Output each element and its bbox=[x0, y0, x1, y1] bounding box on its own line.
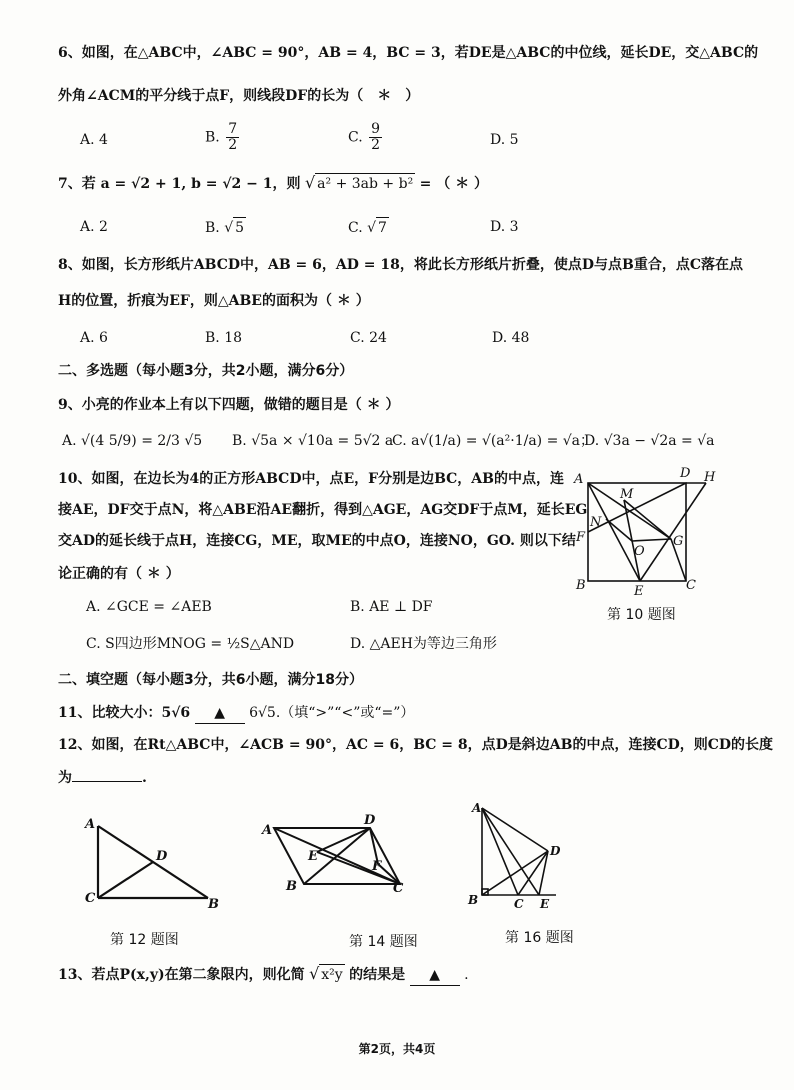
q13-stem-pre: 13、若点P(x,y)在第二象限内，则化简 bbox=[58, 967, 305, 983]
figure-q12-triangle bbox=[80, 812, 230, 912]
q10-option-b: B. AE ⊥ DF bbox=[350, 599, 433, 615]
q7-stem: 7、若 a = √2 + 1, b = √2 − 1，则 √ a² + 3ab + b² = （ ＊ ） bbox=[58, 173, 488, 192]
q6-stem-line2: 外角∠ACM的平分线于点F，则线段DF的长为（ ＊ ） bbox=[58, 88, 420, 104]
svg-text:O: O bbox=[634, 544, 645, 559]
q11-stem bbox=[58, 703, 414, 724]
q7-option-b bbox=[205, 217, 246, 238]
q9-option-b: B. √5a × √10a = 5√2 a bbox=[232, 433, 394, 449]
section-multi-choice-heading: 二、多选题（每小题3分，共2小题，满分6分） bbox=[58, 363, 354, 379]
q7-option-c-radicand: 7 bbox=[376, 217, 389, 238]
svg-text:B: B bbox=[286, 879, 297, 894]
svg-text:F: F bbox=[372, 859, 382, 874]
figure-q14-parallelogram bbox=[260, 812, 410, 902]
fraction-denominator: 2 bbox=[228, 137, 238, 153]
svg-text:B: B bbox=[576, 578, 586, 593]
svg-text:E: E bbox=[634, 584, 644, 595]
svg-text:A: A bbox=[262, 823, 273, 838]
svg-text:G: G bbox=[673, 534, 684, 549]
svg-text:M: M bbox=[620, 487, 634, 502]
q6-stem-line1: 6、如图，在△ABC中，∠ABC = 90°，AB = 4，BC = 3，若DE是△ABC的中位线，延长DE，交△ABC的 bbox=[58, 45, 759, 61]
q6-option-a: A. 4 bbox=[80, 132, 108, 148]
svg-text:D: D bbox=[364, 813, 376, 828]
section-fill-blank-heading: 二、填空题（每小题3分，共6小题，满分18分） bbox=[58, 672, 363, 688]
q13-stem: 13、若点P(x,y)在第二象限内，则化简 √ x²y 的结果是 ▲ . bbox=[58, 964, 469, 986]
svg-text:F: F bbox=[576, 530, 586, 545]
q9-option-a: A. √(4 5/9) = 2/3 √5 bbox=[62, 433, 203, 449]
svg-text:H: H bbox=[704, 470, 716, 485]
figure-q10-caption: 第 10 题图 bbox=[607, 607, 676, 623]
q12-stem-line2 bbox=[58, 768, 147, 788]
q11-stem-pre: 11、比较大小：5√6 bbox=[58, 705, 191, 721]
q9-stem: 9、小亮的作业本上有以下四题，做错的题目是（ ＊ ） bbox=[58, 397, 400, 413]
q9-option-d: D. √3a − √2a = √a bbox=[584, 433, 715, 449]
q10-stem-line4: 论正确的有（ ＊ ） bbox=[58, 566, 180, 582]
q6-option-c-label: C. bbox=[348, 129, 363, 146]
q6-option-b-label: B. bbox=[205, 129, 220, 146]
q11-stem-post: 6√5.（填“>”“<”或“=”） bbox=[249, 705, 415, 721]
q11-answer-blank: ▲ bbox=[195, 703, 245, 724]
svg-text:N: N bbox=[590, 515, 602, 530]
q7-option-c bbox=[348, 217, 389, 238]
q12-stem-pre: 为 bbox=[58, 770, 72, 786]
svg-text:A: A bbox=[574, 472, 584, 487]
svg-text:C: C bbox=[85, 891, 96, 906]
svg-text:B: B bbox=[208, 897, 219, 912]
q10-stem-line3: 交AD的延长线于点H，连接CG，ME，取ME的中点O，连接NO，GO. 则以下结 bbox=[58, 533, 576, 549]
fraction-numerator: 9 bbox=[371, 121, 381, 137]
q13-stem-mid: 的结果是 bbox=[349, 967, 406, 983]
fraction-denominator: 2 bbox=[371, 137, 381, 153]
fraction-numerator: 7 bbox=[228, 121, 238, 137]
svg-text:D: D bbox=[550, 844, 561, 858]
figure-q16-triangle bbox=[466, 800, 566, 912]
q7-option-a: A. 2 bbox=[80, 219, 108, 235]
svg-text:C: C bbox=[686, 578, 696, 593]
q8-option-c: C. 24 bbox=[350, 330, 387, 346]
svg-text:D: D bbox=[156, 849, 168, 864]
figure-q12-caption: 第 12 题图 bbox=[110, 932, 179, 948]
figure-q14-caption: 第 14 题图 bbox=[349, 934, 418, 950]
q7-option-c-label: C. √ bbox=[348, 220, 377, 236]
q8-stem-line1: 8、如图，长方形纸片ABCD中，AB = 6，AD = 18，将此长方形纸片折叠，使点D与点B重合，点C落在点 bbox=[58, 257, 743, 273]
q8-option-d: D. 48 bbox=[492, 330, 530, 346]
figure-q16-caption: 第 16 题图 bbox=[505, 930, 574, 946]
svg-text:A: A bbox=[472, 801, 482, 815]
svg-text:E: E bbox=[308, 849, 318, 864]
q8-option-a: A. 6 bbox=[80, 330, 108, 346]
q12-stem-line1: 12、如图，在Rt△ABC中，∠ACB = 90°，AC = 6，BC = 8，点D是斜边AB的中点，连接CD，则CD的长度 bbox=[58, 737, 774, 753]
q10-option-c: C. S四边形MNOG = ½S△AND bbox=[86, 636, 295, 652]
q6-option-c-fraction bbox=[369, 122, 382, 153]
svg-text:E: E bbox=[540, 897, 550, 911]
q7-stem-pre: 7、若 a = √2 + 1, b = √2 − 1，则 bbox=[58, 176, 301, 192]
q8-stem-line2: H的位置，折痕为EF，则△ABE的面积为（ ＊ ） bbox=[58, 293, 370, 309]
q7-stem-radicand: a² + 3ab + b² bbox=[315, 173, 415, 194]
svg-text:C: C bbox=[393, 881, 404, 896]
q10-option-a: A. ∠GCE = ∠AEB bbox=[86, 599, 212, 615]
q6-option-c bbox=[348, 122, 384, 153]
q7-stem-post: = （ ＊ ） bbox=[419, 176, 488, 192]
q10-option-d: D. △AEH为等边三角形 bbox=[350, 636, 497, 652]
q10-stem-line1: 10、如图，在边长为4的正方形ABCD中，点E，F分别是边BC，AB的中点，连 bbox=[58, 471, 565, 487]
q6-option-b-fraction bbox=[226, 122, 239, 153]
svg-text:A: A bbox=[85, 817, 96, 832]
q6-option-b bbox=[205, 122, 241, 153]
figure-q10-square bbox=[572, 463, 724, 595]
q7-option-b-label: B. √ bbox=[205, 220, 234, 236]
svg-text:B: B bbox=[468, 893, 479, 907]
q7-option-b-radicand: 5 bbox=[233, 217, 246, 238]
q8-option-b: B. 18 bbox=[205, 330, 243, 346]
q12-stem-post: . bbox=[142, 770, 147, 786]
q13-stem-radicand: x²y bbox=[319, 964, 344, 985]
page-footer: 第2页，共4页 bbox=[358, 1042, 436, 1056]
svg-text:D: D bbox=[680, 466, 691, 481]
q10-stem-line2: 接AE，DF交于点N，将△ABE沿AE翻折，得到△AGE，AG交DF于点M，延长EG bbox=[58, 502, 588, 518]
q13-answer-blank: ▲ bbox=[410, 965, 460, 986]
q7-option-d: D. 3 bbox=[490, 219, 519, 235]
q12-answer-blank bbox=[72, 781, 142, 782]
svg-text:C: C bbox=[514, 897, 524, 911]
q6-option-d: D. 5 bbox=[490, 132, 519, 148]
q9-option-c: C. a√(1/a) = √(a²·1/a) = √a； bbox=[392, 433, 595, 449]
q13-stem-post: . bbox=[464, 967, 469, 983]
